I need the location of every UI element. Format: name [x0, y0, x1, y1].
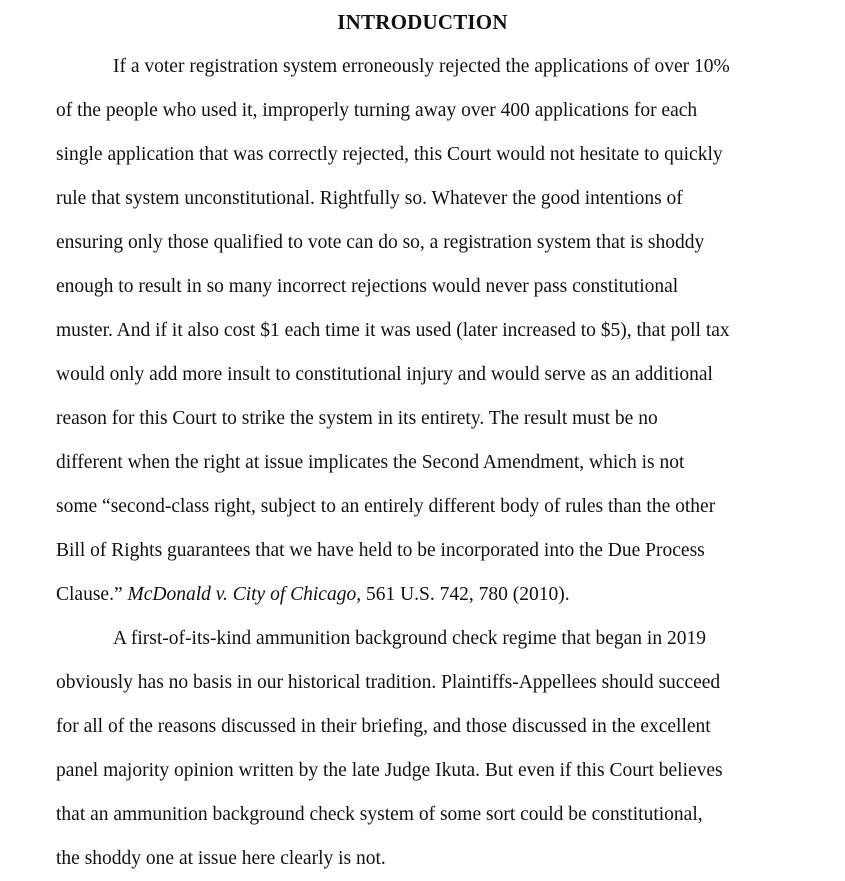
paragraph-1-line: muster. And if it also cost $1 each time it was used (later increased to $5), that poll tax	[56, 320, 730, 341]
paragraph-1-line: would only add more insult to constitutional injury and would serve as an additional	[56, 364, 713, 385]
paragraph-2-line: the shoddy one at issue here clearly is not.	[56, 848, 386, 869]
citation-prefix: Clause.”	[56, 584, 128, 605]
paragraph-1-last-line	[56, 581, 570, 609]
paragraph-2-line: obviously has no basis in our historical tradition. Plaintiffs-Appellees should succeed	[56, 672, 721, 693]
paragraph-1-line: Bill of Rights guarantees that we have held to be incorporated into the Due Process	[56, 540, 705, 561]
paragraph-2-line: that an ammunition background check system of some sort could be constitutional,	[56, 804, 703, 825]
paragraph-1-line: single application that was correctly rejected, this Court would not hesitate to quickly	[56, 144, 723, 165]
paragraph-2-line: A first-of-its-kind ammunition background check regime that began in 2019	[113, 628, 706, 649]
paragraph-1-line: reason for this Court to strike the system in its entirety. The result must be no	[56, 408, 658, 429]
paragraph-2-line: panel majority opinion written by the late Judge Ikuta. But even if this Court believes	[56, 760, 723, 781]
paragraph-1-line: rule that system unconstitutional. Rightfully so. Whatever the good intentions of	[56, 188, 683, 209]
citation-reporter: , 561 U.S. 742, 780 (2010).	[356, 584, 570, 605]
paragraph-1-line: different when the right at issue implicates the Second Amendment, which is not	[56, 452, 685, 473]
paragraph-1-line: enough to result in so many incorrect rejections would never pass constitutional	[56, 276, 679, 297]
paragraph-1-line: some “second-class right, subject to an entirely different body of rules than the other	[56, 496, 716, 517]
case-citation: McDonald v. City of Chicago	[127, 584, 357, 605]
paragraph-1-line: If a voter registration system erroneously rejected the applications of over 10%	[113, 56, 730, 77]
paragraph-2-line: for all of the reasons discussed in their briefing, and those discussed in the excellent	[56, 716, 711, 737]
paragraph-1-line: ensuring only those qualified to vote can do so, a registration system that is shoddy	[56, 232, 705, 253]
section-heading: INTRODUCTION	[337, 10, 508, 34]
paragraph-1-line: of the people who used it, improperly turning away over 400 applications for each	[56, 100, 698, 121]
